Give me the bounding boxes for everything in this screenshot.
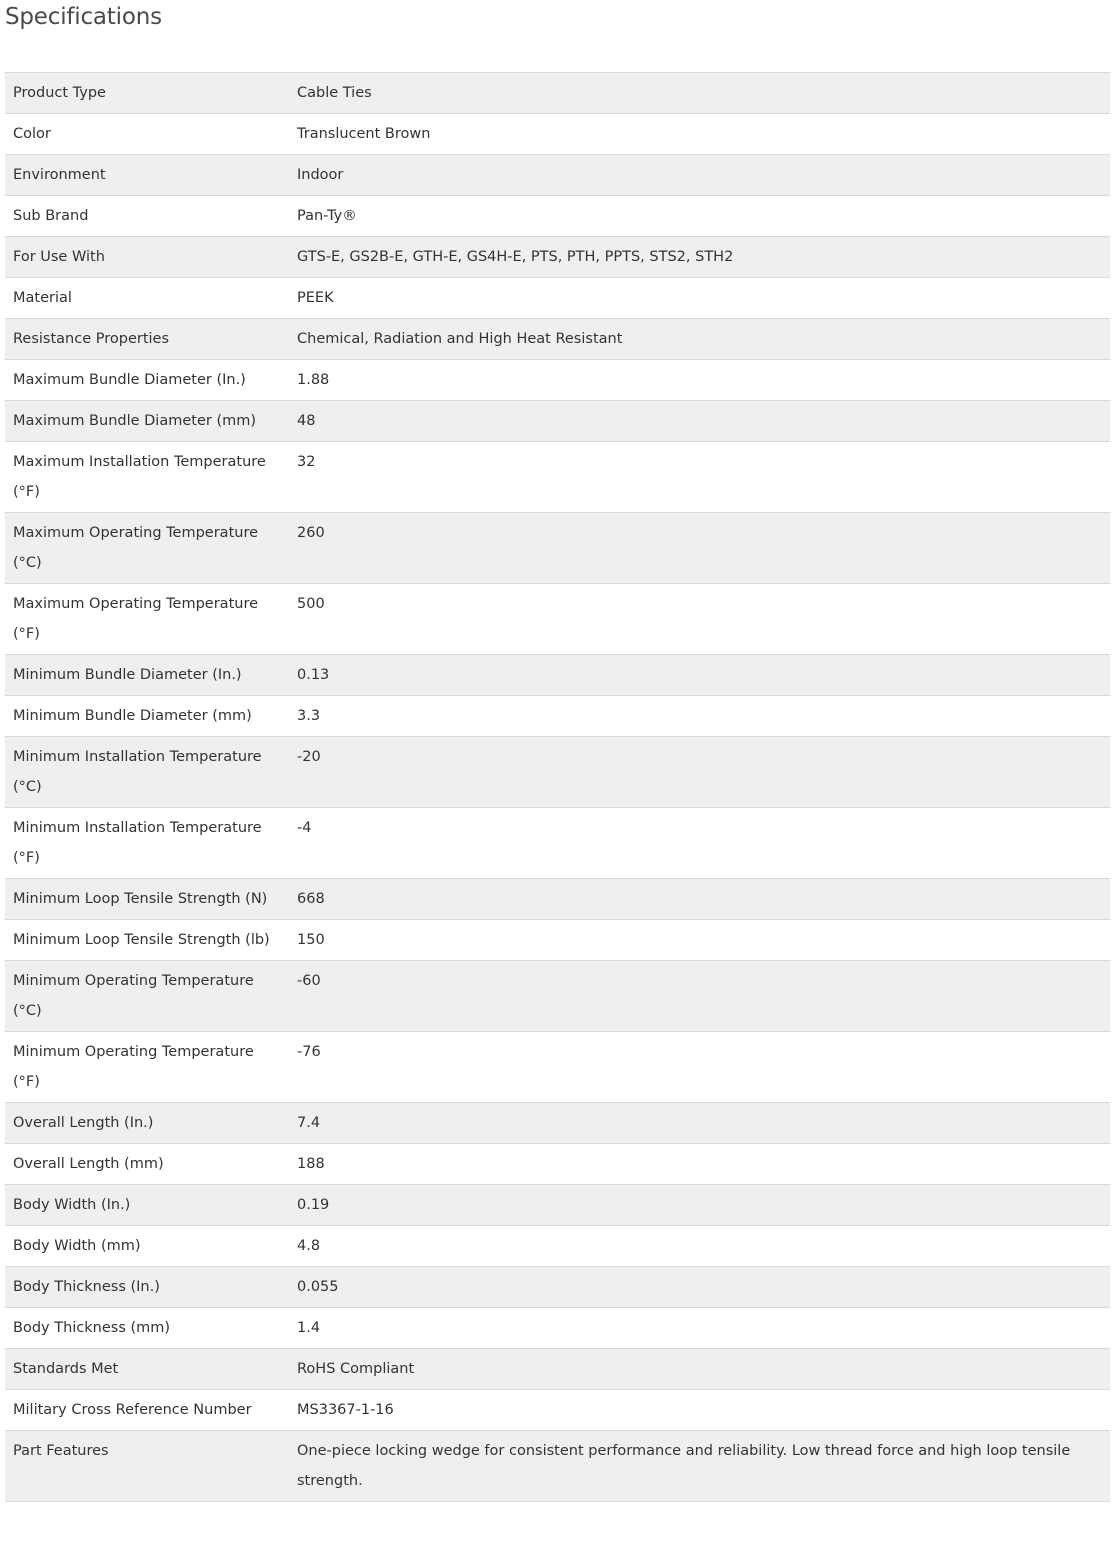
spec-value: -60 — [289, 961, 1110, 1032]
spec-label: Minimum Loop Tensile Strength (N) — [5, 879, 289, 920]
spec-row — [5, 278, 1110, 319]
spec-label: Maximum Operating Temperature (°C) — [5, 513, 289, 584]
spec-label: Resistance Properties — [5, 319, 289, 360]
spec-value: RoHS Compliant — [289, 1349, 1110, 1390]
spec-row — [5, 319, 1110, 360]
specifications-table-body — [5, 73, 1110, 1502]
spec-value: 48 — [289, 401, 1110, 442]
spec-row — [5, 584, 1110, 655]
spec-value: 0.13 — [289, 655, 1110, 696]
spec-label: Minimum Installation Temperature (°F) — [5, 808, 289, 879]
spec-value: 150 — [289, 920, 1110, 961]
spec-row — [5, 1144, 1110, 1185]
spec-value: 188 — [289, 1144, 1110, 1185]
spec-value: Chemical, Radiation and High Heat Resistant — [289, 319, 1110, 360]
spec-value: 260 — [289, 513, 1110, 584]
spec-row — [5, 1349, 1110, 1390]
spec-label: Minimum Operating Temperature (°C) — [5, 961, 289, 1032]
spec-value: 0.19 — [289, 1185, 1110, 1226]
spec-label: Color — [5, 114, 289, 155]
spec-label: Body Thickness (In.) — [5, 1267, 289, 1308]
spec-value: 1.88 — [289, 360, 1110, 401]
spec-row — [5, 360, 1110, 401]
spec-row — [5, 1226, 1110, 1267]
spec-label: Overall Length (mm) — [5, 1144, 289, 1185]
spec-value: 4.8 — [289, 1226, 1110, 1267]
spec-value: Pan-Ty® — [289, 196, 1110, 237]
spec-label: Product Type — [5, 73, 289, 114]
spec-value: GTS-E, GS2B-E, GTH-E, GS4H-E, PTS, PTH, PPTS, STS2, STH2 — [289, 237, 1110, 278]
spec-value: Translucent Brown — [289, 114, 1110, 155]
spec-value: 3.3 — [289, 696, 1110, 737]
spec-value: MS3367-1-16 — [289, 1390, 1110, 1431]
spec-value: -76 — [289, 1032, 1110, 1103]
spec-label: Material — [5, 278, 289, 319]
spec-row — [5, 513, 1110, 584]
spec-row — [5, 1267, 1110, 1308]
spec-label: Maximum Bundle Diameter (mm) — [5, 401, 289, 442]
spec-label: Sub Brand — [5, 196, 289, 237]
spec-row — [5, 737, 1110, 808]
spec-label: Maximum Bundle Diameter (In.) — [5, 360, 289, 401]
spec-label: Maximum Installation Temperature (°F) — [5, 442, 289, 513]
spec-label: Body Thickness (mm) — [5, 1308, 289, 1349]
spec-label: Minimum Installation Temperature (°C) — [5, 737, 289, 808]
page-title: Specifications — [5, 4, 162, 30]
spec-label: Environment — [5, 155, 289, 196]
spec-row — [5, 1032, 1110, 1103]
spec-label: Minimum Bundle Diameter (In.) — [5, 655, 289, 696]
spec-value: -20 — [289, 737, 1110, 808]
spec-row — [5, 655, 1110, 696]
specifications-table — [5, 72, 1110, 1502]
spec-value: 668 — [289, 879, 1110, 920]
spec-label: Minimum Bundle Diameter (mm) — [5, 696, 289, 737]
spec-row — [5, 920, 1110, 961]
spec-value: 32 — [289, 442, 1110, 513]
spec-label: For Use With — [5, 237, 289, 278]
spec-label: Standards Met — [5, 1349, 289, 1390]
spec-value: PEEK — [289, 278, 1110, 319]
spec-label: Body Width (In.) — [5, 1185, 289, 1226]
spec-value: Cable Ties — [289, 73, 1110, 114]
spec-row — [5, 401, 1110, 442]
spec-row — [5, 155, 1110, 196]
spec-value: 0.055 — [289, 1267, 1110, 1308]
spec-row — [5, 73, 1110, 114]
spec-value: Indoor — [289, 155, 1110, 196]
spec-row — [5, 1185, 1110, 1226]
spec-row — [5, 961, 1110, 1032]
spec-value: 500 — [289, 584, 1110, 655]
spec-value: 7.4 — [289, 1103, 1110, 1144]
spec-row — [5, 196, 1110, 237]
spec-label: Maximum Operating Temperature (°F) — [5, 584, 289, 655]
spec-row — [5, 1308, 1110, 1349]
spec-value: One-piece locking wedge for consistent performance and reliability. Low thread force and high loop tensile strength. — [289, 1431, 1110, 1502]
spec-row — [5, 1390, 1110, 1431]
spec-value: 1.4 — [289, 1308, 1110, 1349]
spec-label: Overall Length (In.) — [5, 1103, 289, 1144]
spec-row — [5, 1431, 1110, 1502]
spec-row — [5, 237, 1110, 278]
spec-label: Military Cross Reference Number — [5, 1390, 289, 1431]
spec-row — [5, 808, 1110, 879]
spec-row — [5, 696, 1110, 737]
spec-label: Minimum Loop Tensile Strength (lb) — [5, 920, 289, 961]
spec-label: Body Width (mm) — [5, 1226, 289, 1267]
spec-label: Minimum Operating Temperature (°F) — [5, 1032, 289, 1103]
spec-row — [5, 879, 1110, 920]
spec-label: Part Features — [5, 1431, 289, 1502]
spec-row — [5, 114, 1110, 155]
spec-value: -4 — [289, 808, 1110, 879]
spec-row — [5, 442, 1110, 513]
spec-row — [5, 1103, 1110, 1144]
